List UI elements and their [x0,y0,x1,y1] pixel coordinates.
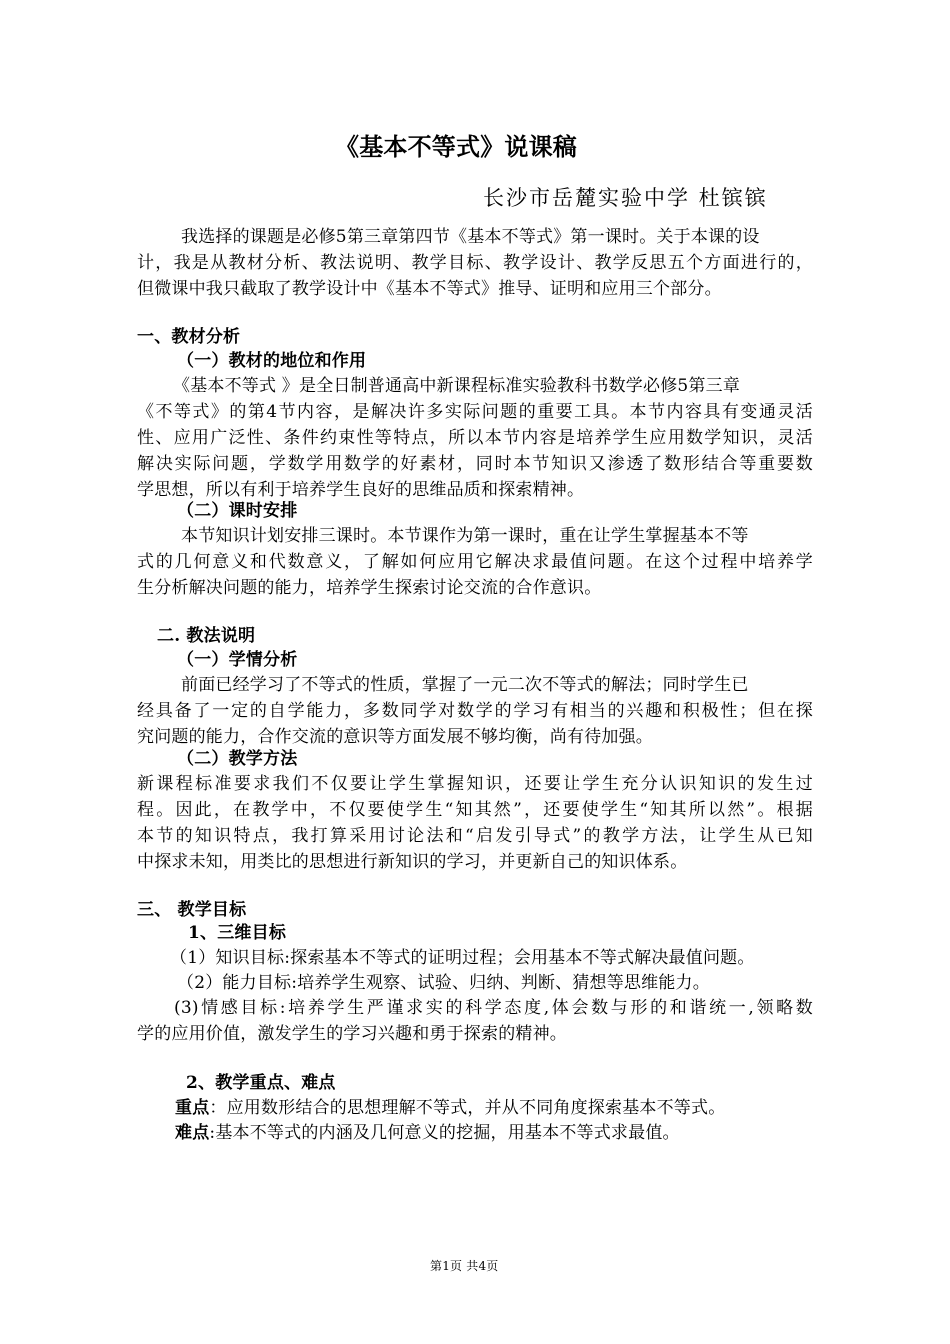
paragraph-line: 学思想，所以有利于培养学生良好的思维品质和探索精神。 [137,480,585,500]
difficult-point-label: 难点 [175,1123,210,1143]
key-point-label: 重点 [175,1098,210,1118]
goal-line: (3)情感目标:培养学生严谨求实的科学态度,体会数与形的和谐统一,领略数 [174,998,813,1018]
subsection-heading: （一）学情分析 [177,650,298,670]
goal-line: 学的应用价值，激发学生的学习兴趣和勇于探索的精神。 [137,1024,567,1044]
section-heading: 三、 教学目标 [137,900,247,920]
paragraph-line: 本节的知识特点，我打算采用讨论法和“启发引导式”的教学方法，让学生从已知 [137,826,813,846]
subsection-heading: 2、教学重点、难点 [186,1073,336,1093]
paragraph-line: 本节知识计划安排三课时。本节课作为第一课时，重在让学生掌握基本不等 [181,526,749,546]
paragraph-line: 解决实际问题，学数学用数学的好素材，同时本节知识又渗透了数形结合等重要数 [137,454,813,474]
intro-line: 计，我是从教材分析、教法说明、教学目标、教学设计、教学反思五个方面进行的， [137,253,813,273]
document-author: 长沙市岳麓实验中学 杜镔镔 [483,186,768,210]
paragraph-line: 程。因此，在教学中，不仅要使学生“知其然”，还要使学生“知其所以然”。根据 [137,800,813,820]
subsection-heading: （二）课时安排 [177,501,298,521]
subsection-heading: （二）教学方法 [177,749,298,769]
paragraph-line: 式的几何意义和代数意义，了解如何应用它解决求最值问题。在这个过程中培养学 [137,552,813,572]
goal-line: （2）能力目标:培养学生观察、试验、归纳、判断、猜想等思维能力。 [177,973,710,993]
paragraph-line: 经具备了一定的自学能力，多数同学对数学的学习有相当的兴趣和积极性；但在探 [137,701,813,721]
paragraph-line: 中探求未知，用类比的思想进行新知识的学习，并更新自己的知识体系。 [137,852,688,872]
subsection-heading: 1、三维目标 [188,923,287,943]
key-point-text: ：应用数形结合的思想理解不等式，并从不同角度探索基本不等式。 [209,1098,726,1118]
intro-line: 我选择的课题是必修5第三章第四节《基本不等式》第一课时。关于本课的设 [181,227,760,247]
paragraph-line: 《基本不等式 》是全日制普通高中新课程标准实验教科书数学必修5第三章 [173,376,741,396]
key-point-line [175,1095,725,1121]
page-footer: 第1页 共4页 [430,1259,499,1273]
difficult-point-line [175,1120,680,1146]
paragraph-line: 生分析解决问题的能力，培养学生探索讨论交流的合作意识。 [137,578,602,598]
paragraph-line: 性、应用广泛性、条件约束性等特点，所以本节内容是培养学生应用数学知识，灵活 [137,428,813,448]
subsection-heading: （一）教材的地位和作用 [177,351,367,371]
paragraph-line: 前面已经学习了不等式的性质，掌握了一元二次不等式的解法；同时学生已 [181,675,749,695]
paragraph-line: 究问题的能力，合作交流的意识等方面发展不够均衡，尚有待加强。 [137,727,653,747]
goal-line: （1）知识目标:探索基本不等式的证明过程；会用基本不等式解决最值问题。 [170,948,755,968]
section-heading: 二. 教法说明 [157,626,256,646]
difficult-point-text: :基本不等式的内涵及几何意义的挖掘，用基本不等式求最值。 [209,1123,680,1143]
intro-line: 但微课中我只截取了教学设计中《基本不等式》推导、证明和应用三个部分。 [137,279,722,299]
paragraph-line: 《不等式》的第4节内容，是解决许多实际问题的重要工具。本节内容具有变通灵活 [137,402,813,422]
section-heading: 一、教材分析 [137,327,241,347]
document-title: 《基本不等式》说课稿 [335,132,577,161]
paragraph-line: 新课程标准要求我们不仅要让学生掌握知识，还要让学生充分认识知识的发生过 [137,774,813,794]
